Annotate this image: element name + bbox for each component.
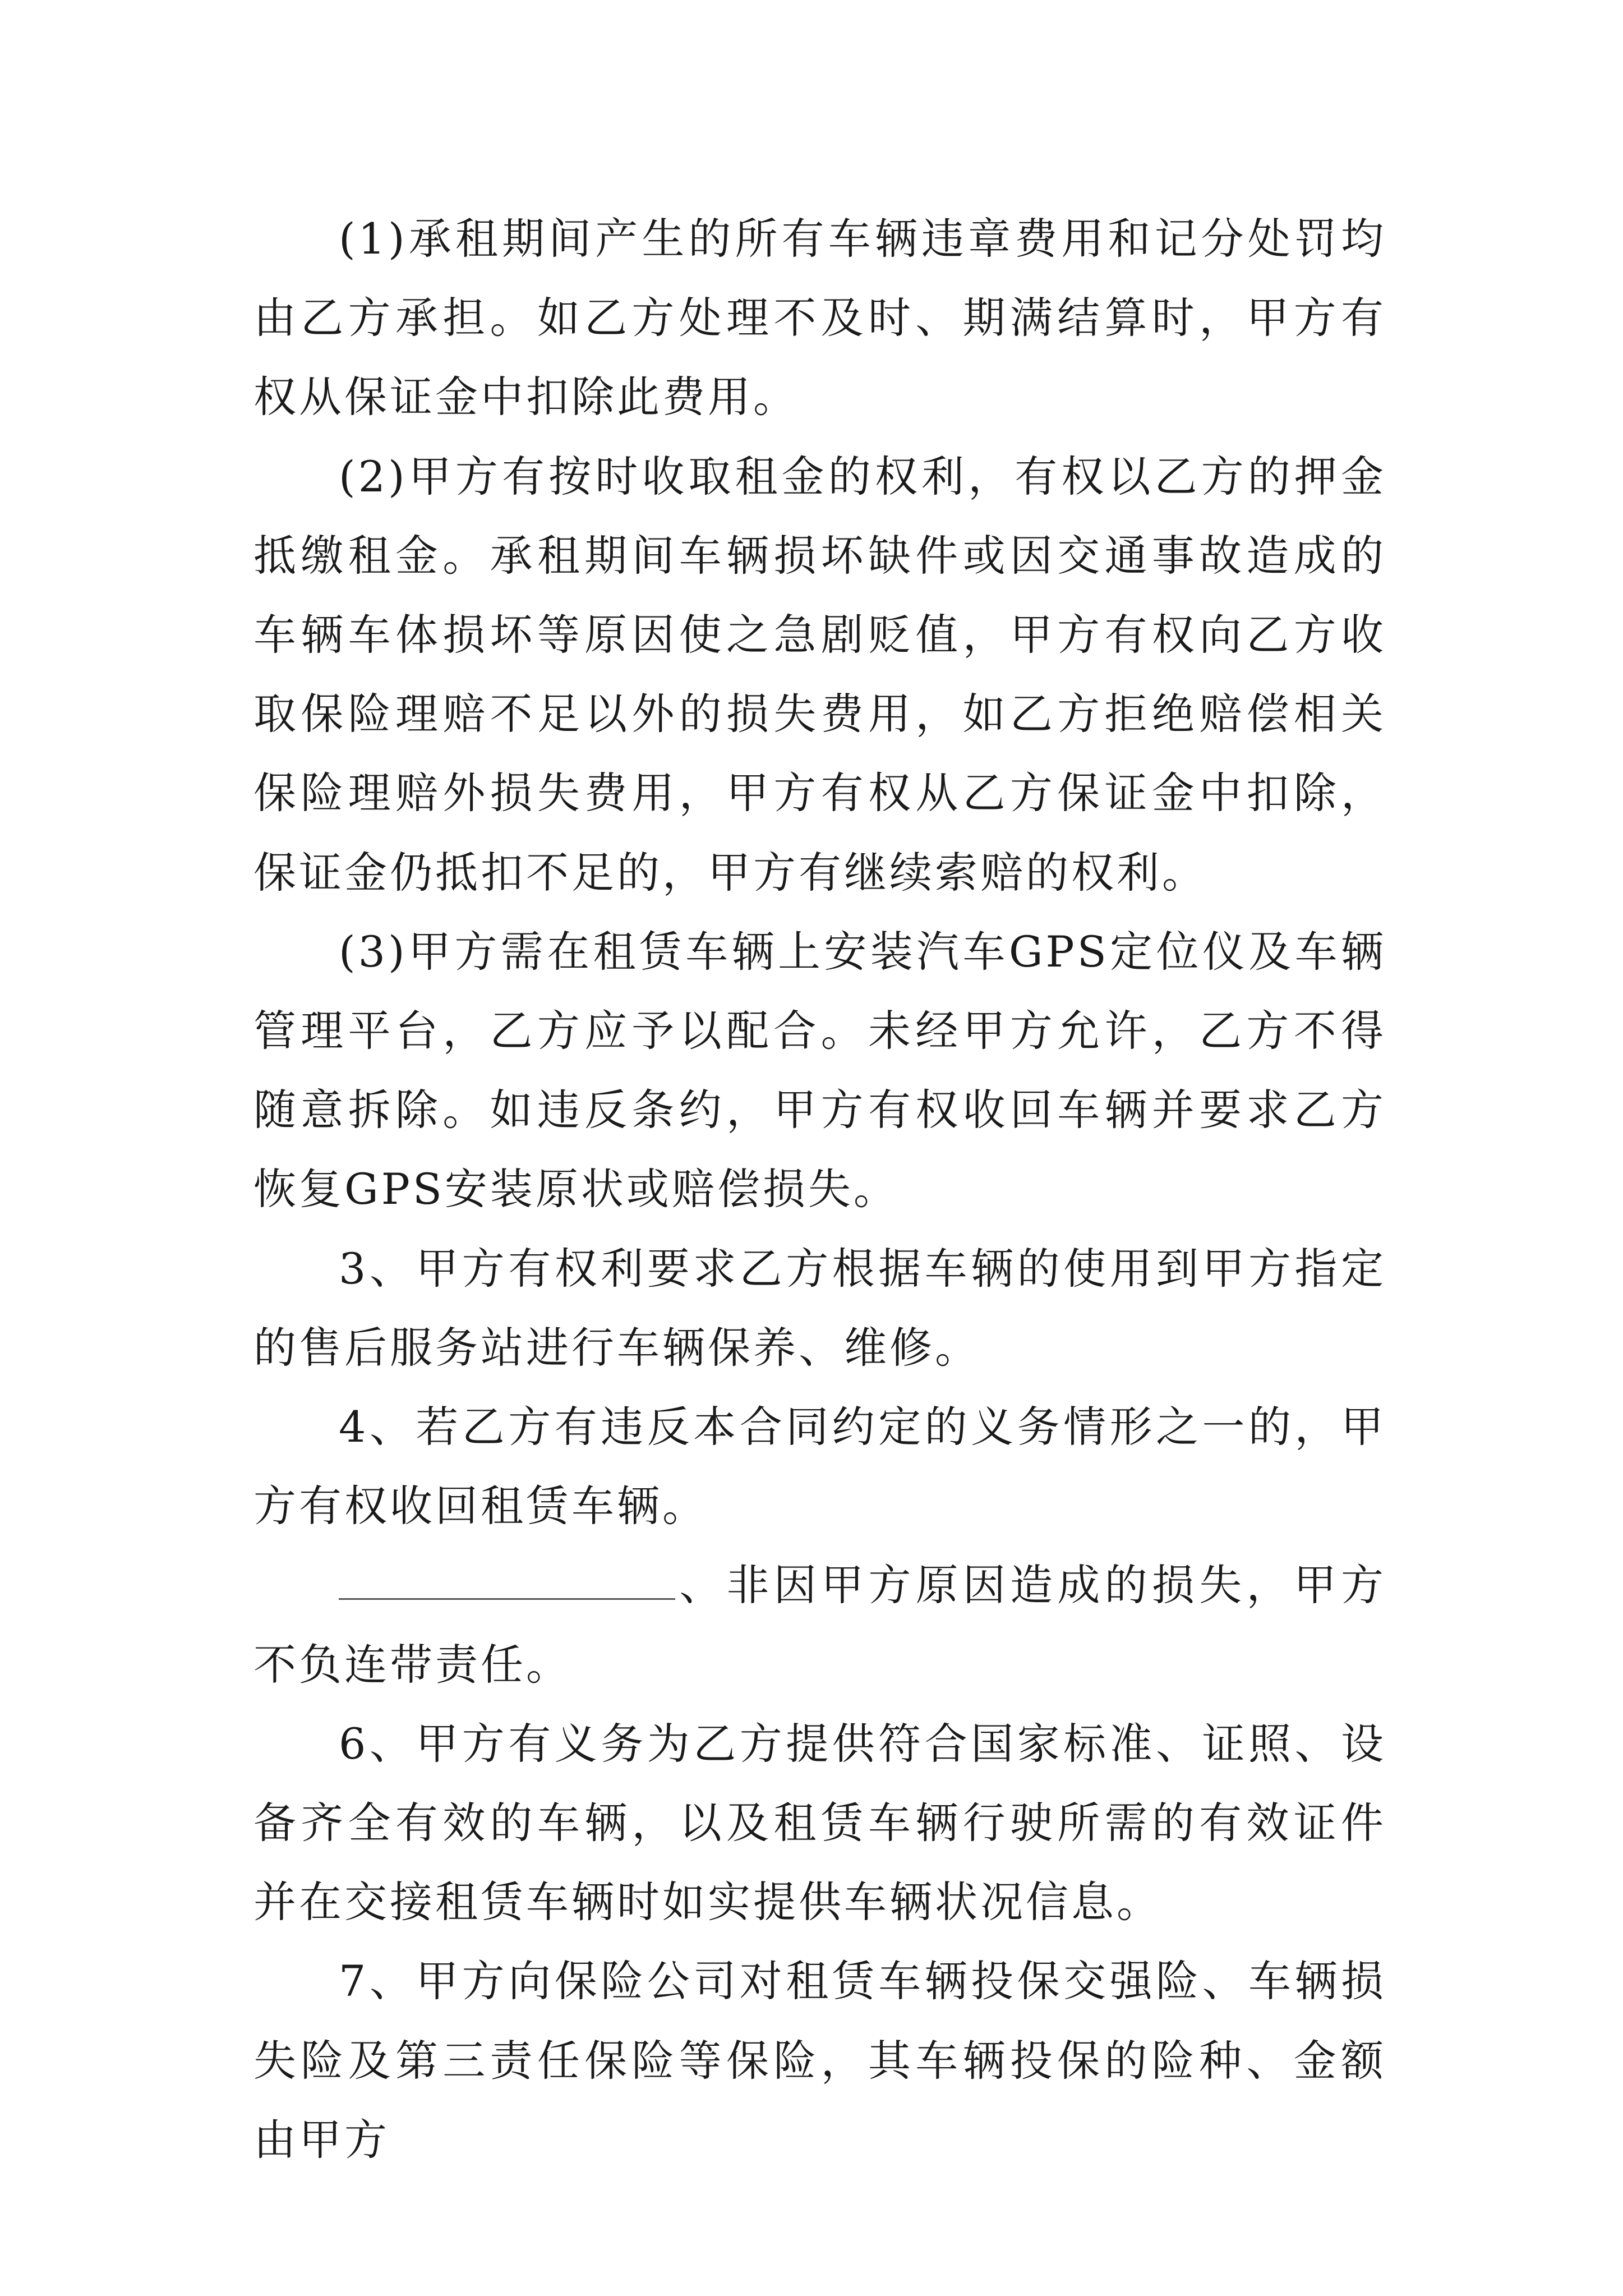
paragraph-6 [253,1545,1386,1704]
paragraph-5: 4、若乙方有违反本合同约定的义务情形之一的，甲方有权收回租赁车辆。 [253,1402,1386,1531]
paragraph-1: (1)承租期间产生的所有车辆违章费用和记分处罚均由乙方承担。如乙方处理不及时、期满结算时，甲方有权从保证金中扣除此费用。 [253,214,1386,422]
paragraph-7: 6、甲方有义务为乙方提供符合国家标准、证照、设备齐全有效的车辆，以及租赁车辆行驶所需的有效证件并在交接租赁车辆时如实提供车辆状况信息。 [253,1718,1386,1927]
paragraph-8: 7、甲方向保险公司对租赁车辆投保交强险、车辆损失险及第三责任保险等保险，其车辆投保的险种、金额由甲方 [253,1956,1386,2165]
paragraph-2: (2)甲方有按时收取租金的权利，有权以乙方的押金抵缴租金。承租期间车辆损坏缺件或因交通事故造成的车辆车体损坏等原因使之急剧贬值，甲方有权向乙方收取保险理赔不足以外的损失费用，如乙方拒绝赔偿相关保险理赔外损失费用，甲方有权从乙方保证金中扣除，保证金仍抵扣不足的，甲方有继续索赔的权利。 [253,451,1386,898]
blank-fill-line [339,1558,675,1600]
paragraph-6-text: 、非因甲方原因造成的损失，甲方不负连带责任。 [253,1560,1386,1690]
paragraph-3: (3)甲方需在租赁车辆上安装汽车GPS定位仪及车辆管理平台，乙方应予以配合。未经甲方允许，乙方不得随意拆除。如违反条约，甲方有权收回车辆并要求乙方恢复GPS安装原状或赔偿损失。 [253,926,1386,1214]
document-body [253,199,1386,2179]
paragraph-4: 3、甲方有权利要求乙方根据车辆的使用到甲方指定的售后服务站进行车辆保养、维修。 [253,1243,1386,1373]
